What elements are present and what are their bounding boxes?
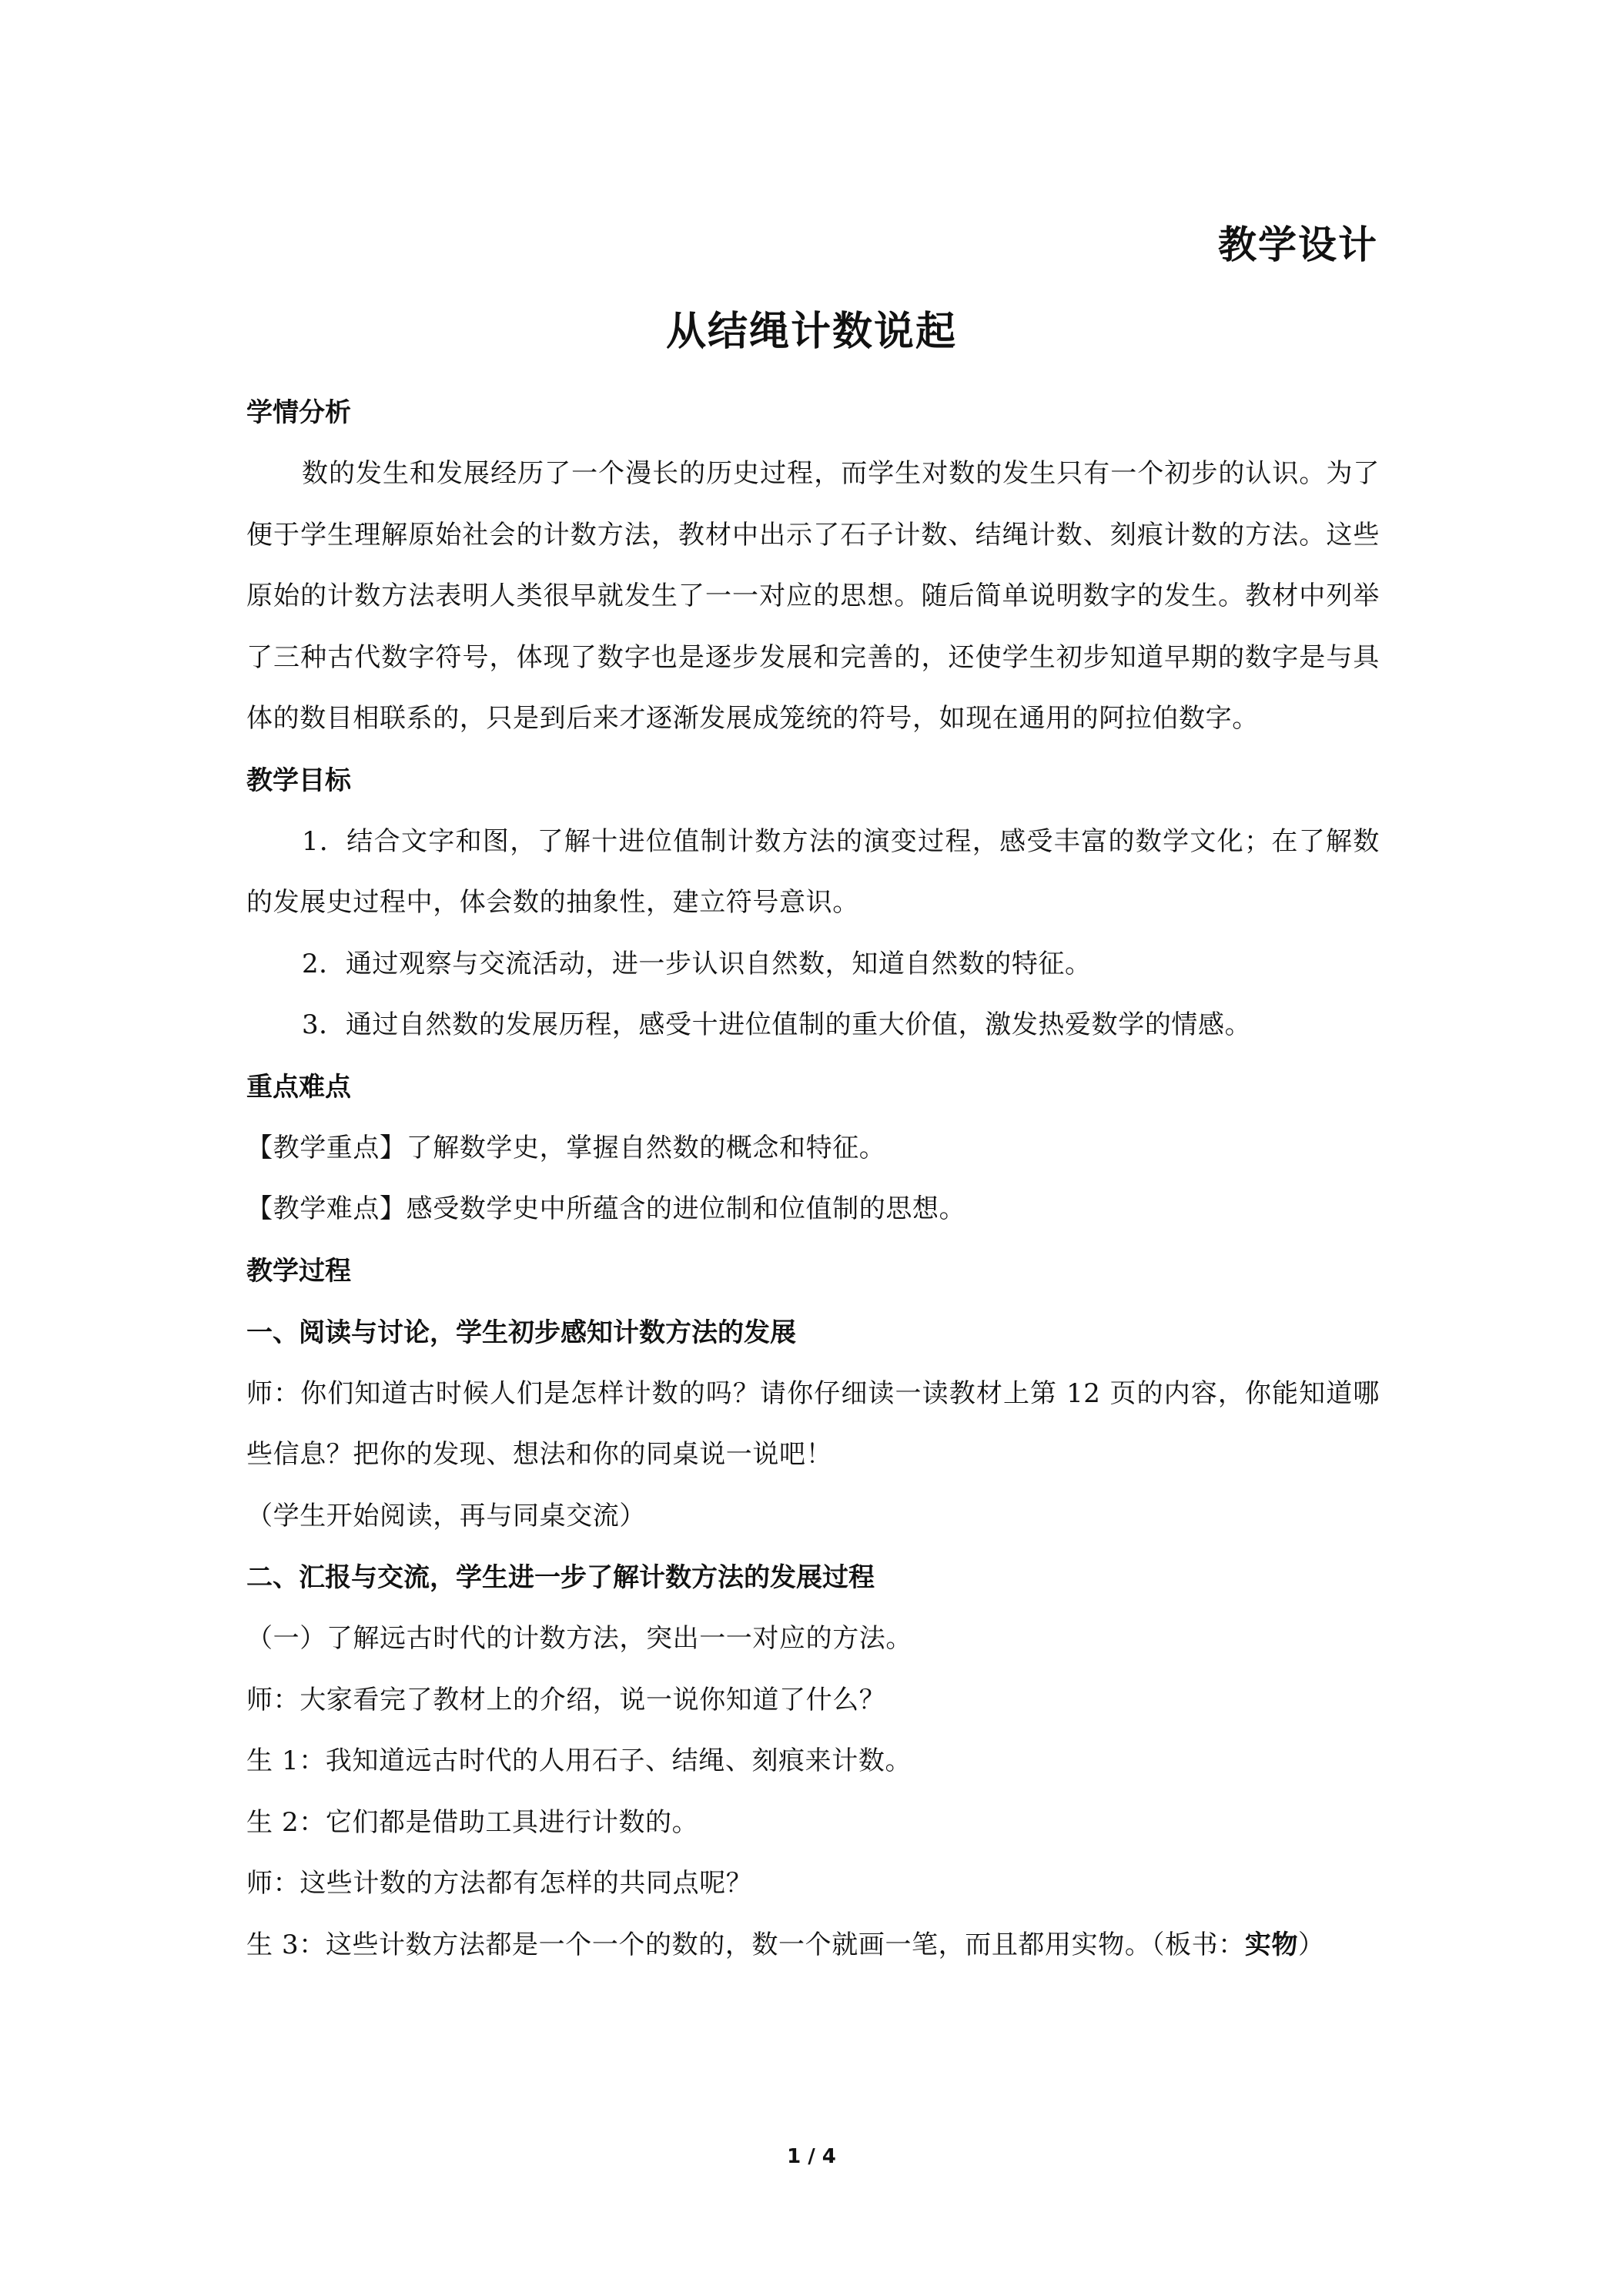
goal-item-1: 1．结合文字和图，了解十进位值制计数方法的演变过程，感受丰富的数学文化；在了解数的发展史过程中，体会数的抽象性，建立符号意识。 bbox=[246, 825, 1380, 918]
section-heading-goals: 教学目标 bbox=[246, 765, 351, 796]
dialog-line-5-end: ） bbox=[1298, 1929, 1325, 1960]
step2-subheading: （一）了解远古时代的计数方法，突出一一对应的方法。 bbox=[246, 1623, 912, 1654]
document-title: 从结绳计数说起 bbox=[665, 309, 957, 355]
key-point-line: 【教学重点】了解数学史，掌握自然数的概念和特征。 bbox=[246, 1132, 886, 1163]
goal-item-2: 2．通过观察与交流活动，进一步认识自然数，知道自然数的特征。 bbox=[302, 948, 1092, 979]
dialog-line-5 bbox=[246, 1915, 1380, 1976]
step1-teacher-text: 师：你们知道古时候人们是怎样计数的吗？请你仔细读一读教材上第 12 页的内容，你能知道哪些信息？把你的发现、想法和你的同桌说一说吧！ bbox=[246, 1377, 1380, 1470]
step1-note: （学生开始阅读，再与同桌交流） bbox=[246, 1500, 646, 1531]
difficulty-line: 【教学难点】感受数学史中所蕴含的进位制和位值制的思想。 bbox=[246, 1193, 966, 1224]
section-heading-analysis: 学情分析 bbox=[246, 397, 351, 428]
dialog-line-3: 生 2：它们都是借助工具进行计数的。 bbox=[246, 1806, 699, 1838]
step2-heading: 二、汇报与交流，学生进一步了解计数方法的发展过程 bbox=[246, 1562, 875, 1593]
document-type-label: 教学设计 bbox=[1218, 223, 1378, 267]
board-note-bold: 实物 bbox=[1244, 1929, 1299, 1960]
page-number: 1 / 4 bbox=[787, 2145, 836, 2168]
step1-heading: 一、阅读与讨论，学生初步感知计数方法的发展 bbox=[246, 1317, 796, 1348]
goal-item-3: 3．通过自然数的发展历程，感受十进位值制的重大价值，激发热爱数学的情感。 bbox=[302, 1009, 1252, 1040]
analysis-paragraph: 数的发生和发展经历了一个漫长的历史过程，而学生对数的发生只有一个初步的认识。为了便于学生理解原始社会的计数方法，教材中出示了石子计数、结绳计数、刻痕计数的方法。这些原始的计数方法表明人类很早就发生了一一对应的思想。随后简单说明数字的发生。教材中列举了三种古代数字符号，体现了数字也是逐步发展和完善的，还使学生初步知道早期的数字是与具体的数目相联系的，只是到后来才逐渐发展成笼统的符号，如现在通用的阿拉伯数字。 bbox=[246, 458, 1380, 734]
section-heading-keypoints: 重点难点 bbox=[246, 1071, 351, 1103]
dialog-line-5-text: 生 3：这些计数方法都是一个一个的数的，数一个就画一笔，而且都用实物。（板书： bbox=[246, 1929, 1245, 1960]
dialog-line-4: 师：这些计数的方法都有怎样的共同点呢？ bbox=[246, 1868, 753, 1899]
document-body bbox=[246, 382, 1380, 1976]
dialog-line-2: 生 1：我知道远古时代的人用石子、结绳、刻痕来计数。 bbox=[246, 1745, 912, 1776]
section-heading-process: 教学过程 bbox=[246, 1255, 351, 1287]
dialog-line-1: 师：大家看完了教材上的介绍，说一说你知道了什么？ bbox=[246, 1684, 886, 1715]
